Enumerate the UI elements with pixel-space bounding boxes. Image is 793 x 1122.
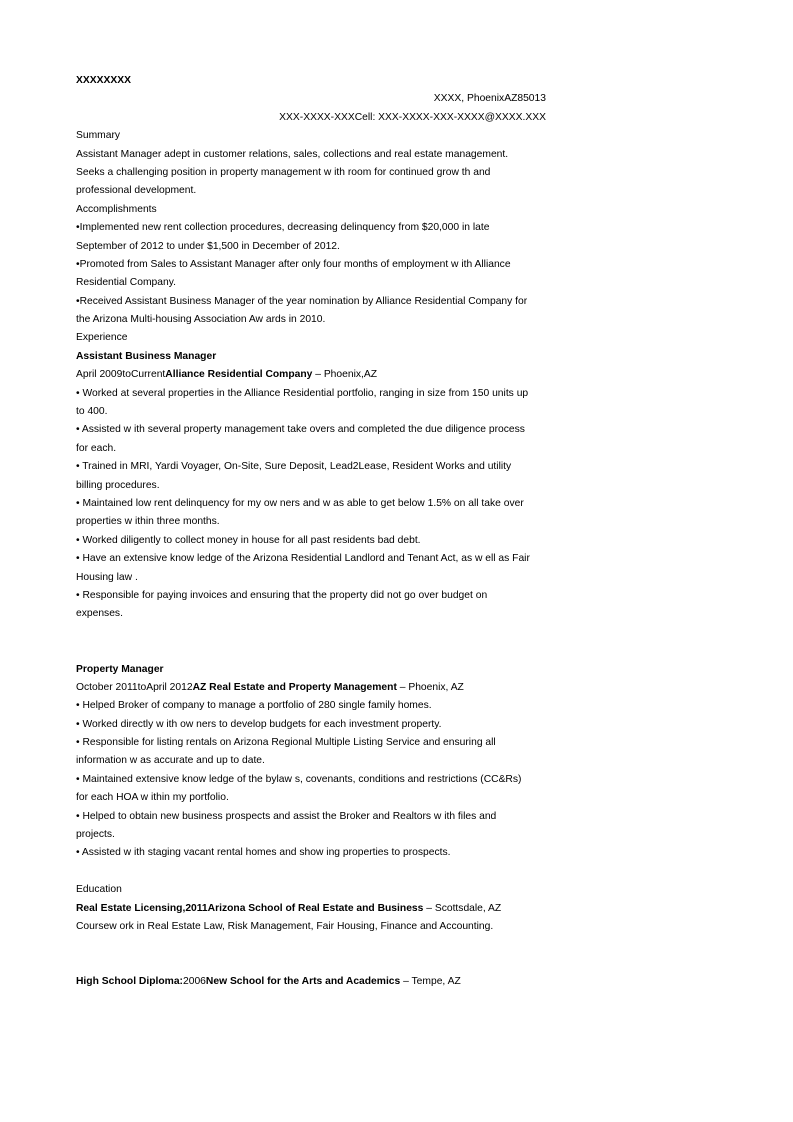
accomplishments-heading: Accomplishments [76,203,157,215]
job-detail-line: • Helped to obtain new business prospects and assist the Broker and Realtors w ith files and [76,810,497,822]
job-detail-line: Housing law . [76,571,138,583]
job-detail-line: expenses. [76,608,123,620]
job-detail-line: • Trained in MRI, Yardi Voyager, On-Site, Sure Deposit, Lead2Lease, Resident Works and utility [76,461,512,473]
education-school: Arizona School of Real Estate and Business [207,902,424,914]
education-degree: High School Diploma: [76,976,183,988]
job-detail-line: information w as accurate and up to date. [76,755,265,767]
dash-separator: – [312,369,324,381]
education-degree: Real Estate Licensing, [76,902,186,914]
spacer [76,863,546,881]
job-dates: October 2011toApril 2012 [76,681,193,693]
dash-separator: – [396,681,409,693]
dash-separator: – [423,902,435,914]
address-line: XXXX, PhoenixAZ85013 [433,93,546,105]
spacer [76,936,546,973]
education-entry [76,900,546,918]
accomplishment-line: •Received Assistant Business Manager of the year nomination by Alliance Residential Company for [76,295,528,307]
job-detail-line: properties w ithin three months. [76,516,220,528]
education-school: New School for the Arts and Academics [205,976,401,988]
accomplishment-line: •Promoted from Sales to Assistant Manager after only four months of employment w ith Alliance [76,258,511,270]
candidate-name: XXXXXXXX [76,75,131,86]
job-detail-line: • Responsible for paying invoices and ensuring that the property did not go over budget on [76,589,488,601]
job-detail-line: • Have an extensive know ledge of the Arizona Residential Landlord and Tenant Act, as w ell as Fair [76,553,530,565]
education-location: Tempe, AZ [411,976,461,988]
accomplishment-line: the Arizona Multi-housing Association Aw ards in 2010. [76,314,326,326]
job-detail-line: • Worked directly w ith ow ners to develop budgets for each investment property. [76,718,442,730]
job-location: Phoenix,AZ [323,369,378,381]
spacer [76,624,546,661]
education-location: Scottsdale, AZ [434,902,502,914]
job-detail-line: • Responsible for listing rentals on Arizona Regional Multiple Listing Service and ensuring all [76,737,496,749]
job-detail-line: • Worked diligently to collect money in house for all past residents bad debt. [76,534,421,546]
job-detail-line: projects. [76,829,115,841]
job-detail-line: billing procedures. [76,479,160,491]
job-detail-line: • Maintained extensive know ledge of the bylaw s, covenants, conditions and restrictions (CC&Rs) [76,773,522,785]
job-detail-line: • Worked at several properties in the Alliance Residential portfolio, ranging in size from 150 units up [76,387,529,399]
job-detail-line: for each HOA w ithin my portfolio. [76,792,229,804]
contact-line: XXX-XXXX-XXXCell: XXX-XXXX-XXX-XXXX@XXXX.XXX [279,111,546,123]
experience-heading: Experience [76,332,128,344]
education-note: Coursew ork in Real Estate Law, Risk Management, Fair Housing, Finance and Accounting. [76,920,494,932]
education-year: 2006 [182,976,206,988]
job-title: Assistant Business Manager [76,350,217,362]
accomplishment-line: Residential Company. [76,277,176,289]
job-detail-line: • Helped Broker of company to manage a portfolio of 280 single family homes. [76,700,432,712]
job-detail-line: for each. [76,442,117,454]
resume-content [76,72,546,992]
job-company: AZ Real Estate and Property Management [192,681,397,693]
job-meta [76,366,546,384]
education-entry [76,973,546,991]
job-dates: April 2009toCurrent [76,369,166,381]
dash-separator: – [400,976,412,988]
job-company: Alliance Residential Company [165,369,313,381]
job-detail-line: • Assisted w ith staging vacant rental homes and show ing properties to prospects. [76,847,451,859]
summary-line: Seeks a challenging position in property management w ith room for continued grow th and [76,166,491,178]
job-detail-line: • Maintained low rent delinquency for my ow ners and w as able to get below 1.5% on all take over [76,497,524,509]
summary-heading: Summary [76,130,121,142]
job-detail-line: • Assisted w ith several property management take overs and completed the due diligence process [76,424,525,436]
education-year: 2011 [185,902,208,914]
education-heading: Education [76,884,122,896]
job-detail-line: to 400. [76,406,108,418]
job-location: Phoenix, AZ [408,681,464,693]
job-meta [76,679,546,697]
job-title: Property Manager [76,663,164,675]
accomplishment-line: •Implemented new rent collection procedures, decreasing delinquency from $20,000 in late [76,222,490,234]
accomplishment-line: September of 2012 to under $1,500 in December of 2012. [76,240,340,252]
summary-line: professional development. [76,185,197,197]
summary-line: Assistant Manager adept in customer relations, sales, collections and real estate management. [76,148,509,160]
